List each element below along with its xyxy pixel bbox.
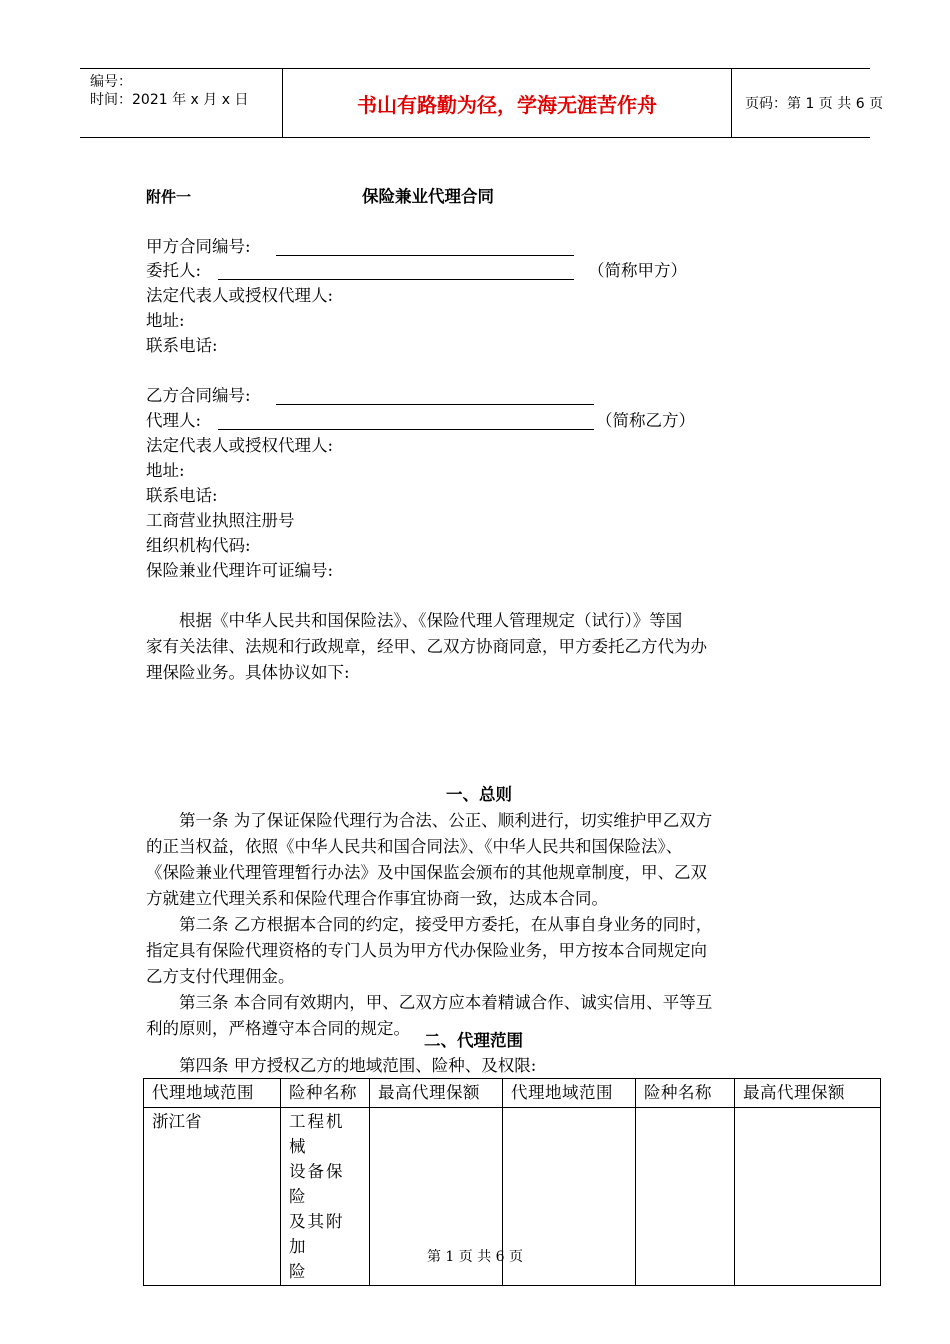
table-header-cell: 代理地域范围 (503, 1079, 636, 1108)
party-a-legal-rep-label: 法定代表人或授权代理人: (146, 286, 334, 305)
section-1-line: 第三条 本合同有效期内，甲、乙双方应本着精诚合作、诚实信用、平等互 (146, 993, 713, 1012)
party-b-license-label: 工商营业执照注册号 (146, 511, 295, 530)
party-a-contract-no-blank[interactable] (276, 255, 574, 256)
section-1-line: 第一条 为了保证保险代理行为合法、公正、顺利进行，切实维护甲乙双方 (146, 811, 713, 830)
table-header-cell: 最高代理保额 (735, 1079, 881, 1108)
insurance-line-text: 险 (289, 1262, 308, 1281)
insurance-line-text: 工程机械 (289, 1112, 345, 1156)
page-footer: 第 1 页 共 6 页 (426, 1249, 524, 1265)
party-a-principal-blank[interactable] (218, 279, 574, 280)
party-b-org-code-label: 组织机构代码: (146, 536, 251, 555)
section-1-line: 第二条 乙方根据本合同的约定，接受甲方委托，在从事自身业务的同时， (146, 915, 713, 934)
table-header-cell: 最高代理保额 (370, 1079, 503, 1108)
insurance-line-text: 及其附加 (289, 1212, 345, 1256)
party-a-principal-label: 委托人: (146, 261, 202, 280)
table-header-cell: 险种名称 (281, 1079, 370, 1108)
party-b-legal-rep-label: 法定代表人或授权代理人: (146, 436, 334, 455)
intro-paragraph (146, 608, 806, 686)
document-number-label: 编号： (90, 74, 132, 90)
party-b-agent-label: 代理人: (146, 411, 202, 430)
insurance-line-text: 设备保险 (289, 1162, 345, 1206)
party-b-contract-no-blank[interactable] (276, 404, 594, 405)
section-2-title: 二、代理范围 (424, 1031, 523, 1050)
party-b-permit-label: 保险兼业代理许可证编号: (146, 561, 334, 580)
table-cell-region: 浙江省 (144, 1108, 281, 1286)
party-b-phone-label: 联系电话: (146, 486, 218, 505)
party-a-phone-label: 联系电话: (146, 336, 218, 355)
intro-line: 理保险业务。具体协议如下: (146, 663, 350, 682)
section-1-line: 利的原则，严格遵守本合同的规定。 (146, 1019, 410, 1038)
party-a-contract-no-label: 甲方合同编号: (146, 237, 251, 256)
header-meta (80, 69, 282, 137)
section-1-line: 指定具有保险代理资格的专门人员为甲方代办保险业务，甲方按本合同规定向 (146, 941, 707, 960)
party-b-contract-no-label: 乙方合同编号: (146, 386, 251, 405)
attachment-label: 附件一 (146, 188, 192, 206)
section-1-title: 一、总则 (446, 785, 512, 804)
party-b-agent-blank[interactable] (218, 429, 594, 430)
party-a-short-name: （简称甲方） (588, 261, 687, 280)
party-b-short-name: （简称乙方） (596, 411, 695, 430)
section-1-line: 乙方支付代理佣金。 (146, 967, 295, 986)
party-a-address-label: 地址: (146, 311, 185, 330)
header-page-info: 页码：第 1 页 共 6 页 (745, 96, 884, 112)
page-header (80, 68, 884, 138)
table-header-cell: 险种名称 (636, 1079, 735, 1108)
section-1-line: 《保险兼业代理管理暂行办法》及中国保监会颁布的其他规章制度，甲、乙双 (146, 863, 707, 882)
table-header-row (144, 1079, 881, 1108)
document-title: 保险兼业代理合同 (362, 187, 494, 206)
intro-line: 根据《中华人民共和国保险法》、《保险代理人管理规定（试行）》等国 (146, 611, 683, 630)
intro-line: 家有关法律、法规和行政规章，经甲、乙双方协商同意，甲方委托乙方代为办 (146, 637, 707, 656)
header-motto: 书山有路勤为径，学海无涯苦作舟 (282, 69, 732, 137)
table-header-cell: 代理地域范围 (144, 1079, 281, 1108)
party-b-address-label: 地址: (146, 461, 185, 480)
document-date: 时间：2021 年 x 月 x 日 (90, 92, 249, 108)
section-1-line: 方就建立代理关系和保险代理合作事宜协商一致，达成本合同。 (146, 889, 608, 908)
section-1-line: 的正当权益，依照《中华人民共和国合同法》、《中华人民共和国保险法》、 (146, 837, 683, 856)
section-1-body (146, 808, 806, 1042)
article-4: 第四条 甲方授权乙方的地域范围、险种、及权限: (146, 1056, 537, 1075)
